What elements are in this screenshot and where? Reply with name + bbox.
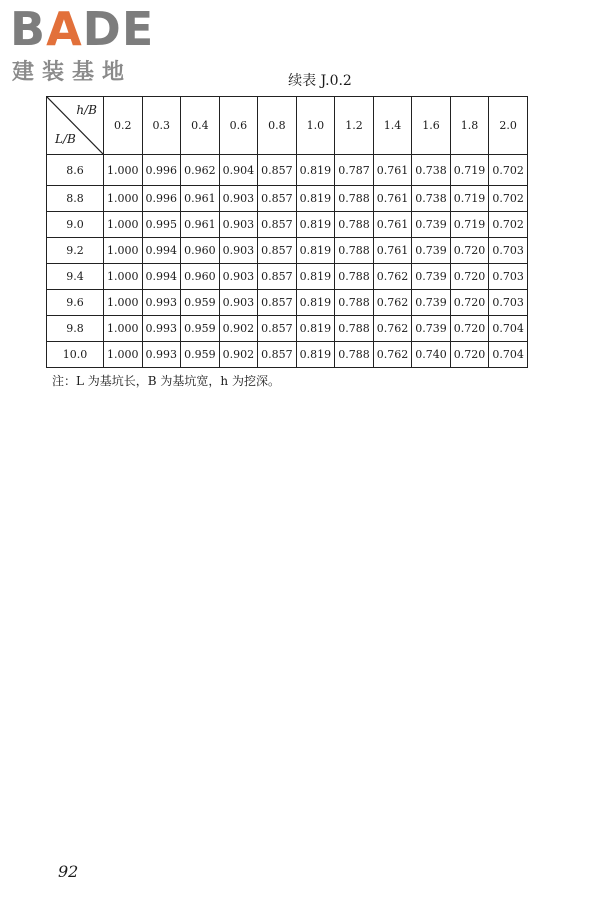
table-cell: 0.720	[450, 316, 489, 342]
table-cell: 0.740	[412, 342, 451, 368]
table-cell: 0.857	[258, 342, 297, 368]
table-cell: 0.961	[181, 186, 220, 212]
table-cell: 0.762	[373, 342, 412, 368]
table-cell: 0.720	[450, 342, 489, 368]
table-cell: 1.000	[104, 290, 143, 316]
table-cell: 0.857	[258, 264, 297, 290]
table-cell: 1.000	[104, 212, 143, 238]
table-cell: 0.857	[258, 186, 297, 212]
table-cell: 0.788	[335, 342, 374, 368]
table-cell: 0.993	[142, 316, 181, 342]
logo-wordmark: BADE	[10, 2, 155, 56]
table-cell: 0.959	[181, 342, 220, 368]
table-cell: 0.903	[219, 238, 258, 264]
table-cell: 0.704	[489, 316, 528, 342]
table-cell: 0.903	[219, 264, 258, 290]
column-header: 0.4	[181, 97, 220, 155]
table-cell: 0.960	[181, 238, 220, 264]
logo-chinese-text: 建装基地	[12, 60, 133, 85]
table-row	[47, 155, 528, 186]
table-corner-cell	[47, 97, 104, 155]
table-cell: 0.720	[450, 264, 489, 290]
table-cell: 0.993	[142, 290, 181, 316]
coefficient-table	[46, 96, 528, 368]
table-cell: 0.903	[219, 290, 258, 316]
table-cell: 0.788	[335, 212, 374, 238]
table-cell: 0.788	[335, 290, 374, 316]
table-cell: 1.000	[104, 264, 143, 290]
column-header: 1.0	[296, 97, 335, 155]
column-header: 0.8	[258, 97, 297, 155]
table-cell: 0.738	[412, 186, 451, 212]
table-cell: 1.000	[104, 238, 143, 264]
row-label: 8.6	[47, 155, 104, 186]
table-cell: 0.996	[142, 155, 181, 186]
table-cell: 0.762	[373, 264, 412, 290]
table-cell: 0.762	[373, 290, 412, 316]
row-label: 9.0	[47, 212, 104, 238]
table-cell: 0.703	[489, 238, 528, 264]
table-cell: 0.996	[142, 186, 181, 212]
column-header: 0.6	[219, 97, 258, 155]
table-cell: 0.739	[412, 316, 451, 342]
table-cell: 0.819	[296, 186, 335, 212]
table-row	[47, 290, 528, 316]
table-cell: 0.857	[258, 238, 297, 264]
row-label: 8.8	[47, 186, 104, 212]
corner-label-bottom: L/B	[55, 132, 76, 146]
table-cell: 0.788	[335, 238, 374, 264]
table-cell: 0.961	[181, 212, 220, 238]
corner-label-top: h/B	[76, 103, 97, 117]
table-cell: 0.702	[489, 212, 528, 238]
table-cell: 0.960	[181, 264, 220, 290]
table-cell: 0.739	[412, 264, 451, 290]
table-cell: 0.819	[296, 264, 335, 290]
table-cell: 0.902	[219, 316, 258, 342]
table-cell: 0.739	[412, 290, 451, 316]
table-row	[47, 342, 528, 368]
table-cell: 0.819	[296, 155, 335, 186]
table-cell: 0.719	[450, 155, 489, 186]
table-note: 注：L 为基坑长，B 为基坑宽，h 为挖深。	[52, 374, 280, 388]
row-label: 9.4	[47, 264, 104, 290]
table-cell: 1.000	[104, 342, 143, 368]
table-row	[47, 186, 528, 212]
table-cell: 0.959	[181, 290, 220, 316]
page-number: 92	[58, 862, 79, 881]
table-cell: 0.995	[142, 212, 181, 238]
table-cell: 0.857	[258, 290, 297, 316]
table-cell: 0.993	[142, 342, 181, 368]
table-cell: 0.788	[335, 264, 374, 290]
table-cell: 0.702	[489, 186, 528, 212]
row-label: 9.8	[47, 316, 104, 342]
table-row	[47, 238, 528, 264]
table-cell: 0.739	[412, 212, 451, 238]
table-header-row	[47, 97, 528, 155]
table-cell: 0.819	[296, 238, 335, 264]
table-cell: 0.787	[335, 155, 374, 186]
table-cell: 0.762	[373, 316, 412, 342]
table-cell: 0.819	[296, 290, 335, 316]
table-cell: 0.703	[489, 290, 528, 316]
table-cell: 0.902	[219, 342, 258, 368]
table-cell: 0.702	[489, 155, 528, 186]
column-header: 1.6	[412, 97, 451, 155]
table-cell: 0.761	[373, 212, 412, 238]
table-cell: 1.000	[104, 155, 143, 186]
table-cell: 0.994	[142, 238, 181, 264]
row-label: 9.2	[47, 238, 104, 264]
column-header: 1.8	[450, 97, 489, 155]
table-cell: 0.720	[450, 290, 489, 316]
table-cell: 0.903	[219, 186, 258, 212]
table-cell: 0.819	[296, 316, 335, 342]
table-cell: 0.761	[373, 155, 412, 186]
column-header: 1.2	[335, 97, 374, 155]
table-cell: 0.703	[489, 264, 528, 290]
row-label: 10.0	[47, 342, 104, 368]
table-cell: 0.720	[450, 238, 489, 264]
table-row	[47, 212, 528, 238]
column-header: 1.4	[373, 97, 412, 155]
table-cell: 1.000	[104, 316, 143, 342]
table-cell: 0.738	[412, 155, 451, 186]
table-cell: 0.962	[181, 155, 220, 186]
column-header: 0.2	[104, 97, 143, 155]
table-cell: 0.857	[258, 155, 297, 186]
row-label: 9.6	[47, 290, 104, 316]
table-cell: 0.704	[489, 342, 528, 368]
table-cell: 0.959	[181, 316, 220, 342]
table-cell: 0.819	[296, 342, 335, 368]
table-body	[47, 155, 528, 368]
table-cell: 0.857	[258, 212, 297, 238]
table-cell: 0.719	[450, 186, 489, 212]
table-cell: 0.994	[142, 264, 181, 290]
table-cell: 0.788	[335, 186, 374, 212]
table-cell: 0.903	[219, 212, 258, 238]
table-cell: 0.761	[373, 186, 412, 212]
table-cell: 0.904	[219, 155, 258, 186]
table-cell: 1.000	[104, 186, 143, 212]
table-cell: 0.857	[258, 316, 297, 342]
table-cell: 0.761	[373, 238, 412, 264]
table-cell: 0.819	[296, 212, 335, 238]
column-header: 0.3	[142, 97, 181, 155]
table-row	[47, 316, 528, 342]
column-header: 2.0	[489, 97, 528, 155]
table-caption: 续表 J.0.2	[288, 73, 352, 89]
table-cell: 0.719	[450, 212, 489, 238]
table-cell: 0.788	[335, 316, 374, 342]
table-row	[47, 264, 528, 290]
table-cell: 0.739	[412, 238, 451, 264]
